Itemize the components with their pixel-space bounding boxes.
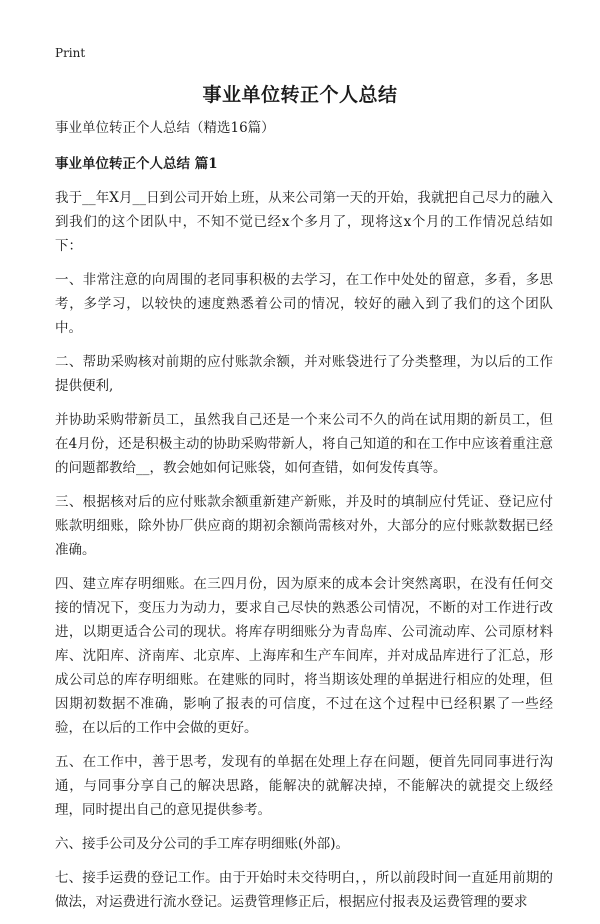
print-label[interactable]: Print (55, 46, 86, 60)
paragraph-3: 三、根据核对后的应付账款余额重新建产新账，并及时的填制应付凭证、登记应付账款明细账，除外协厂供应商的期初余额尚需核对外，大部分的应付账款数据已经准确。 (55, 494, 553, 558)
paragraph-1: 一、非常注意的向周围的老同事积极的去学习，在工作中处处的留意，多看，多思考，多学习，以较快的速度熟悉着公司的情况，较好的融入到了我们的这个团队中。 (55, 272, 553, 336)
document-body (55, 116, 553, 924)
paragraph-4: 四、建立库存明细账。在三四月份，因为原来的成本会计突然离职，在没有任何交接的情况下，变压力为动力，要求自己尽快的熟悉公司情况，不断的对工作进行改进，以期更适合公司的现状。将库存明细账分为青岛库、公司流动库、公司原材料库、沈阳库、济南库、北京库、上海库和生产车间库，并对成品库进行了汇总，形成公司总的库存明细账。在建账的同时，将当期该处理的单据进行相应的处理，但因期初数据不准确，影响了报表的可信度，不过在这个过程中已经积累了一些经验，在以后的工作中会做的更好。 (55, 576, 553, 736)
paragraph-6: 六、接手公司及分公司的手工库存明细账(外部)。 (55, 836, 350, 852)
document-subtitle: 事业单位转正个人总结（精选16篇） (55, 120, 275, 136)
paragraph-intro: 我于__年X月__日到公司开始上班，从来公司第一天的开始，我就把自己尽力的融入到我们的这个团队中，不知不觉已经x个多月了，现将这x个月的工作情况总结如下： (55, 190, 553, 254)
paragraph-7: 七、接手运费的登记工作。由于开始时未交待明白，，所以前段时间一直延用前期的做法，对运费进行流水登记。运费管理修正后，根据应付报表及运费管理的要求 (55, 870, 553, 910)
paragraph-2-continued: 并协助采购带新员工，虽然我自己还是一个来公司不久的尚在试用期的新员工，但在4月份，还是积极主动的协助采购带新人，将自己知道的和在工作中应该着重注意的问题都教给__，教会她如何记账袋，如何查错，如何发传真等。 (55, 412, 553, 476)
paragraph-5: 五、在工作中，善于思考，发现有的单据在处理上存在问题，便首先同同事进行沟通，与同事分享自己的解决思路，能解决的就解决掉，不能解决的就提交上级经理，同时提出自己的意见提供参考。 (55, 754, 553, 818)
document-title: 事业单位转正个人总结 (202, 84, 398, 106)
section-heading: 事业单位转正个人总结 篇1 (55, 156, 218, 172)
paragraph-2: 二、帮助采购核对前期的应付账款余额，并对账袋进行了分类整理，为以后的工作提供便利, (55, 354, 553, 394)
